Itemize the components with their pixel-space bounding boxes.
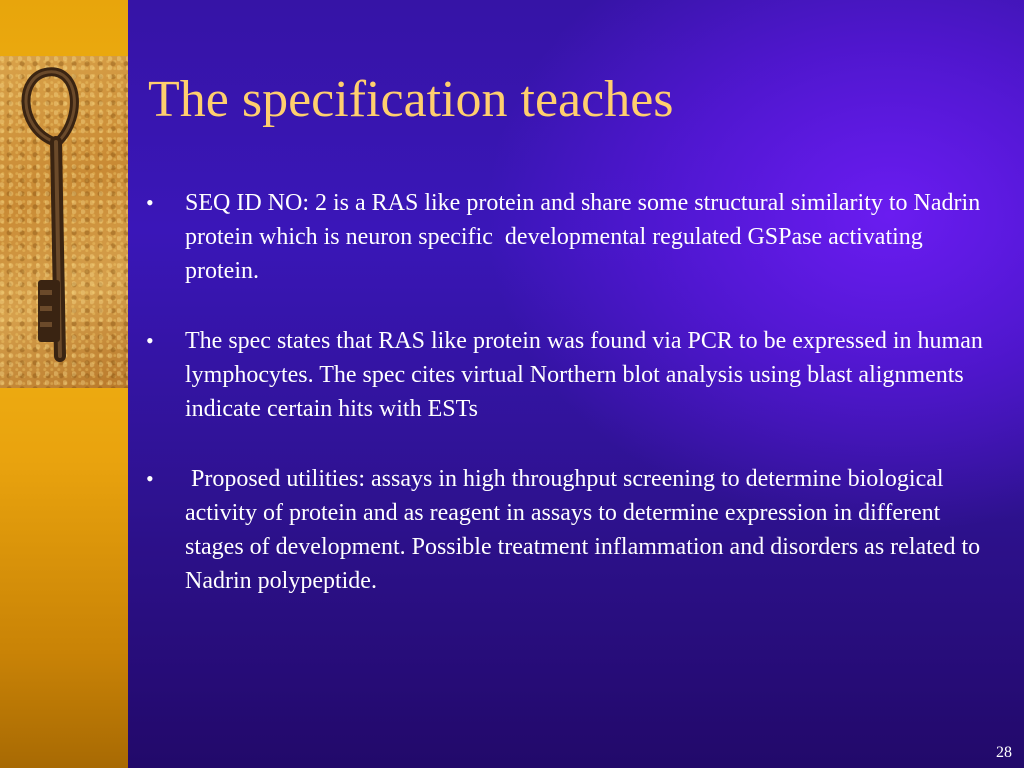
sidebar-strip xyxy=(0,0,128,768)
bullet-icon: • xyxy=(146,328,154,353)
antique-key-icon xyxy=(0,56,128,388)
bullet-text: Proposed utilities: assays in high throughput screening to determine biological activity of protein and as reagent in assays to determine expression in different stages of development. Possible treatment inflammation and disorders as related to Nadrin polypeptide. xyxy=(185,466,987,594)
bullet-item xyxy=(146,186,996,288)
bullet-icon: • xyxy=(146,466,154,491)
key-photo xyxy=(0,56,128,388)
slide-number: 28 xyxy=(996,744,1012,761)
bullet-list xyxy=(146,186,996,634)
bullet-icon: • xyxy=(146,190,154,215)
bullet-text: SEQ ID NO: 2 is a RAS like protein and share some structural similarity to Nadrin protein which is neuron specific developmental regulated GSPase activating protein. xyxy=(185,190,987,284)
slide-content xyxy=(128,0,1024,768)
bullet-item xyxy=(146,462,996,598)
bullet-item xyxy=(146,324,996,426)
slide-title: The specification teaches xyxy=(148,71,674,128)
bullet-text: The spec states that RAS like protein was found via PCR to be expressed in human lymphocytes. The spec cites virtual Northern blot analysis using blast alignments indicate certain hits with ESTs xyxy=(185,328,989,422)
